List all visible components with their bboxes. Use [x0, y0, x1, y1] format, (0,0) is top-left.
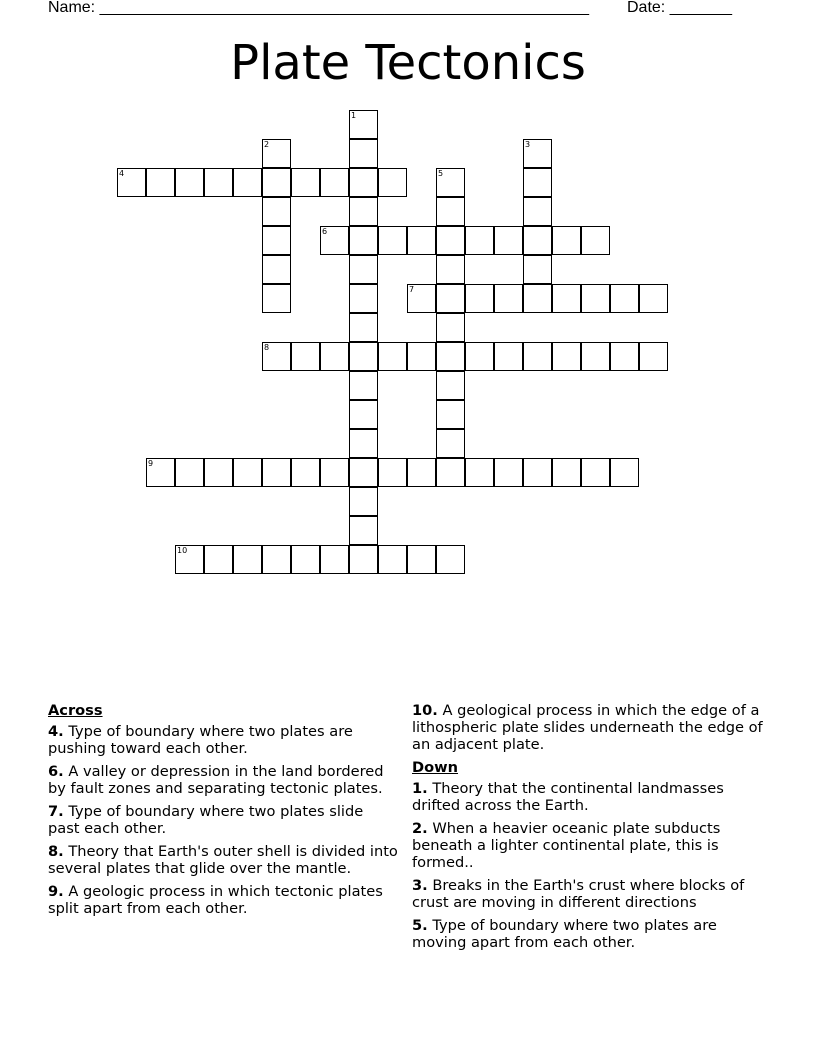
crossword-cell[interactable] [349, 400, 378, 429]
crossword-cell[interactable] [436, 400, 465, 429]
crossword-cell[interactable] [320, 458, 349, 487]
crossword-cell[interactable] [407, 545, 436, 574]
crossword-cell[interactable] [494, 342, 523, 371]
crossword-cell[interactable] [378, 342, 407, 371]
page-title: Plate Tectonics [230, 35, 586, 91]
crossword-cell[interactable] [407, 342, 436, 371]
crossword-cell[interactable] [523, 226, 552, 255]
crossword-cell[interactable] [494, 226, 523, 255]
clue-down-1 [412, 780, 772, 814]
clue-down-2 [412, 820, 772, 871]
crossword-cell[interactable] [436, 226, 465, 255]
crossword-cell[interactable] [378, 226, 407, 255]
clue-number: 6. [48, 763, 64, 780]
crossword-cell[interactable] [117, 168, 146, 197]
crossword-cell[interactable] [320, 545, 349, 574]
crossword-cell[interactable] [349, 342, 378, 371]
crossword-cell[interactable] [378, 545, 407, 574]
crossword-cell[interactable] [552, 458, 581, 487]
clue-text: Theory that the continental landmasses drifted across the Earth. [412, 780, 724, 814]
name-field[interactable]: Name: _______________________________________________________ [48, 0, 589, 16]
crossword-cell[interactable] [523, 197, 552, 226]
clue-number: 9. [48, 883, 64, 900]
crossword-cell[interactable] [349, 371, 378, 400]
crossword-cell[interactable] [349, 516, 378, 545]
crossword-cell[interactable] [262, 458, 291, 487]
clue-number: 4. [48, 723, 64, 740]
crossword-cell[interactable] [262, 342, 291, 371]
crossword-cell[interactable] [349, 284, 378, 313]
crossword-cell[interactable] [262, 197, 291, 226]
clue-across-10 [412, 702, 772, 753]
crossword-cell[interactable] [291, 342, 320, 371]
crossword-cell[interactable] [175, 168, 204, 197]
crossword-cell[interactable] [436, 284, 465, 313]
crossword-cell[interactable] [407, 284, 436, 313]
crossword-cell[interactable] [378, 458, 407, 487]
clue-text: Type of boundary where two plates are pushing toward each other. [48, 723, 353, 757]
crossword-cell[interactable] [146, 168, 175, 197]
crossword-cell[interactable] [349, 139, 378, 168]
crossword-cell[interactable] [581, 226, 610, 255]
cell-number: 6 [322, 227, 328, 236]
crossword-cell[interactable] [291, 168, 320, 197]
clue-across-8 [48, 843, 398, 877]
crossword-cell[interactable] [436, 197, 465, 226]
clue-text: A geological process in which the edge of a lithospheric plate slides underneath the edge of an adjacent plate. [412, 702, 763, 753]
crossword-cell[interactable] [349, 226, 378, 255]
crossword-cell[interactable] [523, 284, 552, 313]
crossword-cell[interactable] [349, 487, 378, 516]
crossword-cell[interactable] [407, 458, 436, 487]
cell-number: 3 [525, 140, 531, 149]
cell-number: 9 [148, 459, 154, 468]
clue-across-4 [48, 723, 398, 757]
crossword-cell[interactable] [233, 545, 262, 574]
crossword-cell[interactable] [320, 226, 349, 255]
crossword-cell[interactable] [204, 458, 233, 487]
clue-number: 7. [48, 803, 64, 820]
crossword-cell[interactable] [552, 284, 581, 313]
crossword-cell[interactable] [552, 342, 581, 371]
crossword-cell[interactable] [436, 342, 465, 371]
crossword-cell[interactable] [262, 284, 291, 313]
clues-right-column [412, 702, 772, 957]
crossword-cell[interactable] [581, 342, 610, 371]
crossword-cell[interactable] [494, 284, 523, 313]
clue-number: 8. [48, 843, 64, 860]
clue-number: 1. [412, 780, 428, 797]
clue-text: Theory that Earth's outer shell is divided into several plates that glide over the mantle. [48, 843, 398, 877]
clue-across-7 [48, 803, 398, 837]
crossword-cell[interactable] [204, 168, 233, 197]
clue-text: Type of boundary where two plates slide past each other. [48, 803, 364, 837]
crossword-cell[interactable] [494, 458, 523, 487]
clue-number: 5. [412, 917, 428, 934]
crossword-cell[interactable] [465, 458, 494, 487]
crossword-cell[interactable] [581, 284, 610, 313]
clue-down-5 [412, 917, 772, 951]
crossword-cell[interactable] [436, 255, 465, 284]
crossword-cell[interactable] [233, 458, 262, 487]
crossword-cell[interactable] [291, 545, 320, 574]
crossword-cell[interactable] [233, 168, 262, 197]
date-field[interactable]: Date: _______ [627, 0, 732, 16]
crossword-cell[interactable] [349, 313, 378, 342]
crossword-cell[interactable] [262, 226, 291, 255]
clue-across-9 [48, 883, 398, 917]
clue-text: A valley or depression in the land bordered by fault zones and separating tectonic plates. [48, 763, 384, 797]
clue-text: A geologic process in which tectonic plates split apart from each other. [48, 883, 383, 917]
crossword-cell[interactable] [465, 226, 494, 255]
clue-text: Breaks in the Earth's crust where blocks of crust are moving in different directions [412, 877, 745, 911]
crossword-cell[interactable] [349, 429, 378, 458]
crossword-cell[interactable] [291, 458, 320, 487]
clue-number: 2. [412, 820, 428, 837]
crossword-cell[interactable] [436, 458, 465, 487]
crossword-cell[interactable] [349, 458, 378, 487]
crossword-cell[interactable] [262, 255, 291, 284]
crossword-cell[interactable] [407, 226, 436, 255]
crossword-cell[interactable] [523, 139, 552, 168]
crossword-cell[interactable] [610, 458, 639, 487]
cell-number: 7 [409, 285, 415, 294]
crossword-cell[interactable] [349, 110, 378, 139]
crossword-cell[interactable] [436, 429, 465, 458]
crossword-cell[interactable] [610, 342, 639, 371]
down-heading: Down [412, 759, 459, 776]
crossword-cell[interactable] [436, 545, 465, 574]
clue-down-3 [412, 877, 772, 911]
clue-number: 10. [412, 702, 438, 719]
clue-text: When a heavier oceanic plate subducts beneath a lighter continental plate, this is formed.. [412, 820, 721, 871]
crossword-cell[interactable] [639, 284, 668, 313]
crossword-cell[interactable] [349, 255, 378, 284]
cell-number: 5 [438, 169, 444, 178]
crossword-cell[interactable] [581, 458, 610, 487]
crossword-cell[interactable] [610, 284, 639, 313]
clue-number: 3. [412, 877, 428, 894]
cell-number: 8 [264, 343, 270, 352]
cell-number: 1 [351, 111, 357, 120]
crossword-cell[interactable] [349, 168, 378, 197]
cell-number: 2 [264, 140, 270, 149]
crossword-cell[interactable] [349, 197, 378, 226]
crossword-cell[interactable] [523, 168, 552, 197]
clue-across-6 [48, 763, 398, 797]
crossword-cell[interactable] [436, 371, 465, 400]
crossword-cell[interactable] [523, 458, 552, 487]
crossword-cell[interactable] [262, 139, 291, 168]
crossword-cell[interactable] [175, 458, 204, 487]
crossword-cell[interactable] [436, 168, 465, 197]
crossword-cell[interactable] [523, 342, 552, 371]
crossword-cell[interactable] [552, 226, 581, 255]
across-heading: Across [48, 702, 103, 719]
crossword-cell[interactable] [320, 168, 349, 197]
crossword-cell[interactable] [146, 458, 175, 487]
clue-text: Type of boundary where two plates are moving apart from each other. [412, 917, 717, 951]
crossword-cell[interactable] [465, 284, 494, 313]
crossword-cell[interactable] [320, 342, 349, 371]
crossword-cell[interactable] [639, 342, 668, 371]
crossword-cell[interactable] [349, 545, 378, 574]
crossword-cell[interactable] [436, 313, 465, 342]
crossword-cell[interactable] [523, 255, 552, 284]
cell-number: 10 [177, 546, 188, 555]
crossword-cell[interactable] [378, 168, 407, 197]
crossword-cell[interactable] [204, 545, 233, 574]
cell-number: 4 [119, 169, 125, 178]
crossword-cell[interactable] [262, 545, 291, 574]
crossword-cell[interactable] [465, 342, 494, 371]
clues-left-column [48, 702, 398, 923]
crossword-cell[interactable] [262, 168, 291, 197]
crossword-cell[interactable] [175, 545, 204, 574]
